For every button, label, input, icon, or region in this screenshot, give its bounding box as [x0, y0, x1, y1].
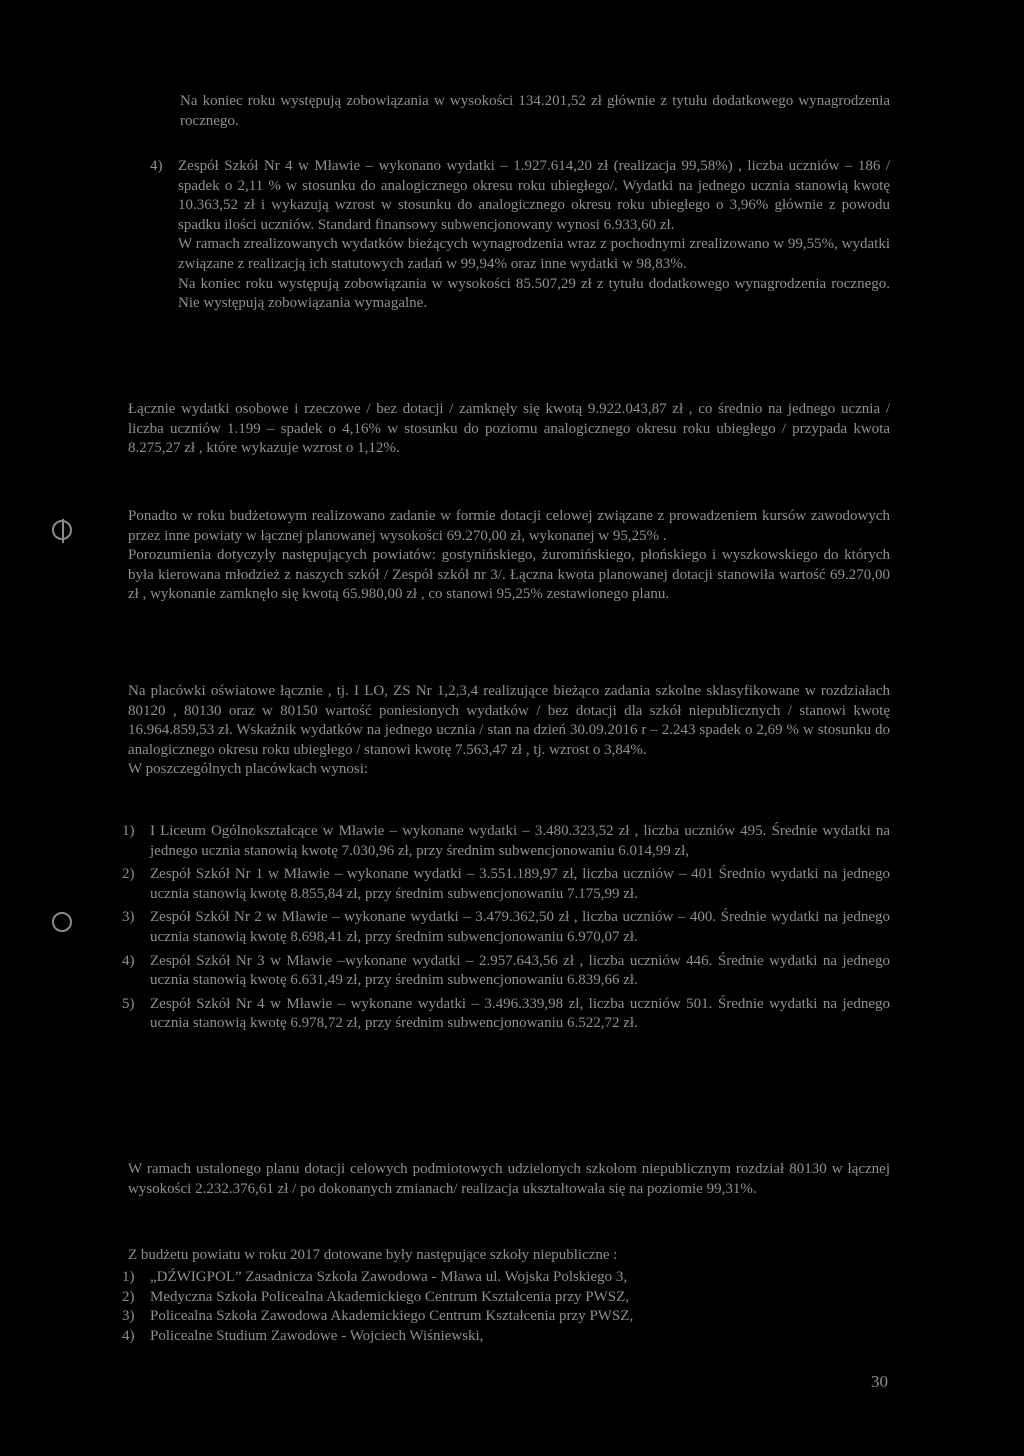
paragraph-plan: [128, 1160, 890, 1199]
list-number: 2): [122, 866, 135, 883]
list-number: 5): [122, 995, 135, 1012]
list-text: Zespół Szkół Nr 2 w Mławie – wykonane wydatki – 3.479.362,50 zł , liczba uczniów – 400. Średnie wydatki na jednego ucznia stanowią kwotę 8.698,41 zł, przy średnim subwencjonowaniu 6.970,07 zł.: [150, 909, 890, 945]
budget-schools-list: [122, 1268, 890, 1346]
list-text: Zespół Szkół Nr 1 w Mławie – wykonane wydatki – 3.551.189,97 zł, liczba uczniów – 401 Średnio wydatki na jednego ucznia stanowią kwotę 8.855,84 zł, przy średnim subwencjonowaniu 7.175,99 zł.: [150, 866, 890, 902]
paragraph-dotacja: [128, 507, 890, 605]
list-number: 1): [122, 1269, 135, 1285]
punch-hole-mark: [52, 912, 72, 932]
schools-list: [122, 822, 890, 1034]
list-item: [122, 1307, 890, 1327]
paragraph-budget: [128, 1246, 890, 1266]
list-text: Na koniec roku występują zobowiązania w wysokości 85.507,29 zł z tytułu dodatkowego wynagrodzenia rocznego. Nie występują zobowiązania wymagalne.: [178, 275, 890, 312]
list-item: [122, 995, 890, 1034]
paragraph-text: Na placówki oświatowe łącznie , tj. I LO, ZS Nr 1,2,3,4 realizujące bieżąco zadania szkolne sklasyfikowane w rozdziałach 80120 , 80130 oraz w 80150 wartość poniesionych wydatków / bez dotacji dla szkół niepublicznych / stanowi kwotę 16.964.859,53 zł. Wskaźnik wydatków na jednego ucznia / stan na dzień 30.09.2016 r – 2.243 spadek o 2,69 % w stosunku do analogicznego okresu roku ubiegłego / stanowi kwotę 7.563,47 zł , tj. wzrost o 3,84%.: [128, 683, 890, 758]
list-item: [122, 908, 890, 947]
list-item: [122, 952, 890, 991]
list-number: 1): [122, 823, 135, 839]
list-item: [150, 157, 890, 314]
list-text: I Liceum Ogólnokształcące w Mławie – wykonane wydatki – 3.480.323,52 zł , liczba uczniów 495. Średnie wydatki na jednego ucznia stanowią kwotę 7.030,96 zł, przy średnim subwencjonowaniu 6.014,99 zł,: [150, 823, 890, 859]
list-text: W ramach zrealizowanych wydatków bieżących wynagrodzenia wraz z pochodnymi zrealizowano w 99,55%, wydatki związane z realizacją ich statutowych zadań w 99,94% oraz inne wydatki w 98,83%.: [178, 236, 890, 272]
list-item: [122, 865, 890, 904]
list-item: [122, 822, 890, 861]
paragraph-text: Ponadto w roku budżetowym realizowano zadanie w formie dotacji celowej związane z prowadzeniem kursów zawodowych przez inne powiaty w łącznej planowanej wysokości 69.270,00 zł, wykonanej w 95,25% .: [128, 508, 890, 544]
punch-hole-mark: [52, 520, 72, 540]
list-number: 4): [122, 952, 135, 969]
list-text: Zespół Szkół Nr 4 w Mławie – wykonano wydatki – 1.927.614,20 zł (realizacja 99,58%) , liczba uczniów – 186 / spadek o 2,11 % w stosunku do analogicznego okresu roku ubiegłego/. Wydatki na jednego ucznia stanowią kwotę 10.363,52 zł i wykazują wzrost w stosunku do analogicznego okresu roku ubiegłego o 3,96% głównie z powodu spadku ilości uczniów. Standard finansowy subwencjonowany wynosi 6.933,60 zł.: [178, 158, 890, 233]
list-text: Policealne Studium Zawodowe - Wojciech Wiśniewski,: [150, 1327, 484, 1344]
list-item: [122, 1288, 890, 1308]
list-text: Zespół Szkół Nr 3 w Mławie –wykonane wydatki – 2.957.643,56 zł , liczba uczniów 446. Średnie wydatki na jednego ucznia stanowią kwotę 6.631,49 zł, przy średnim subwencjonowaniu 6.839,66 zł.: [150, 952, 890, 989]
list-number: 3): [122, 909, 135, 926]
list-number: 4): [122, 1327, 135, 1344]
page-number: 30: [871, 1372, 888, 1391]
paragraph-text: Z budżetu powiatu w roku 2017 dotowane były następujące szkoły niepubliczne :: [128, 1247, 618, 1263]
list-item: [122, 1327, 890, 1347]
paragraph-total: [128, 400, 890, 459]
paragraph-text: W poszczególnych placówkach wynosi:: [128, 761, 369, 778]
list-number: 2): [122, 1288, 135, 1305]
list-text: Medyczna Szkoła Policealna Akademickiego Centrum Kształcenia przy PWSZ,: [150, 1288, 630, 1305]
list-text: „DŹWIGPOL” Zasadnicza Szkoła Zawodowa - Mława ul. Wojska Polskiego 3,: [150, 1269, 628, 1285]
list-text: Policealna Szkoła Zawodowa Akademickiego Centrum Kształcenia przy PWSZ,: [150, 1308, 634, 1325]
paragraph-liabilities: [180, 92, 890, 131]
paragraph-text: Łącznie wydatki osobowe i rzeczowe / bez dotacji / zamknęły się kwotą 9.922.043,87 zł , co średnio na jednego ucznia / liczba uczniów 1.199 – spadek o 4,16% w stosunku do poziomu analogicznego okresu roku ubiegłego / przypada kwota 8.275,27 zł , które wykazuje wzrost o 1,12%.: [128, 401, 890, 457]
list-number: 4): [150, 158, 163, 174]
school-4-section: [150, 157, 890, 314]
list-number: 3): [122, 1308, 135, 1325]
paragraph-text: Porozumienia dotyczyły następujących powiatów: gostynińskiego, żuromińskiego, płońskiego i wyszkowskiego do których była kierowana młodzież z naszych szkół / Zespół szkół nr 3/. Łączna kwota planowanej dotacji stanowiła wartość 69.270,00 zł , wykonanie zamknęło się kwotą 65.980,00 zł , co stanowi 95,25% zestawionego planu.: [128, 547, 890, 603]
list-text: Zespół Szkół Nr 4 w Mławie – wykonane wydatki – 3.496.339,98 zł, liczba uczniów 501. Średnie wydatki na jednego ucznia stanowią kwotę 6.978,72 zł, przy średnim subwencjonowaniu 6.522,72 zł.: [150, 995, 890, 1032]
paragraph-placowki: [128, 682, 890, 780]
paragraph-text: Na koniec roku występują zobowiązania w wysokości 134.201,52 zł głównie z tytułu dodatkowego wynagrodzenia rocznego.: [180, 93, 890, 129]
paragraph-text: W ramach ustalonego planu dotacji celowych podmiotowych udzielonych szkołom niepublicznym rozdział 80130 w łącznej wysokości 2.232.376,61 zł / po dokonanych zmianach/ realizacja ukształtowała się na poziomie 99,31%.: [128, 1161, 890, 1197]
list-item: [122, 1268, 890, 1288]
